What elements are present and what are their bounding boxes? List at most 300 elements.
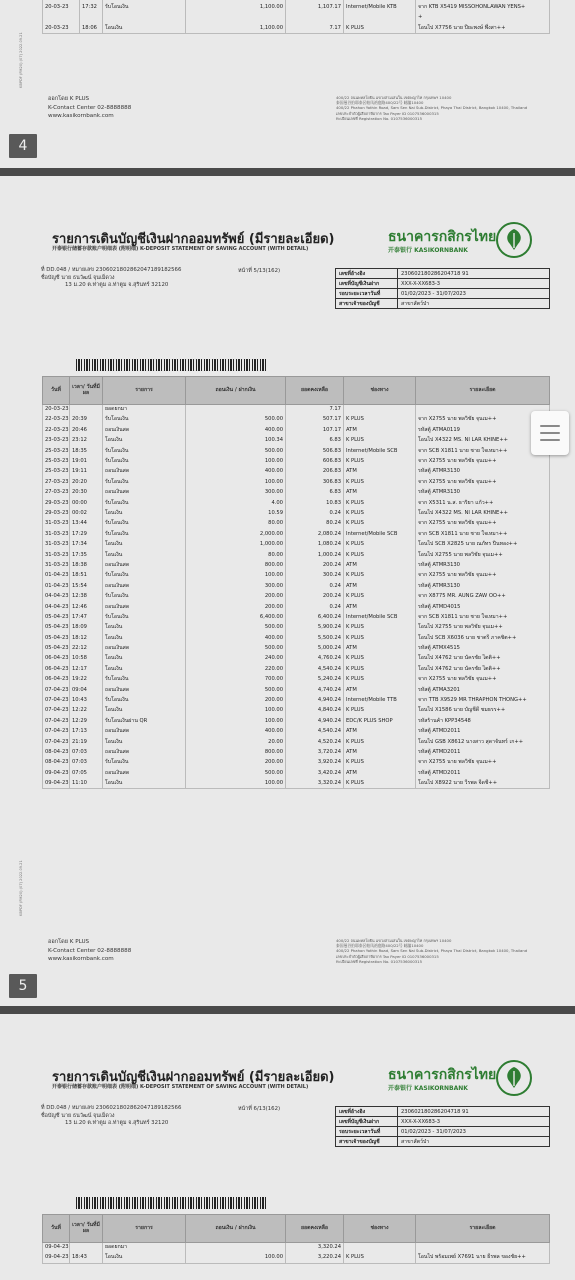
cell-bal: 506.83 xyxy=(286,446,344,456)
column-header: ถอนเงิน / ฝากเงิน xyxy=(186,377,286,405)
cell-d: 07-04-23 xyxy=(43,737,70,747)
cell-desc: รับโอนเงิน xyxy=(103,529,186,539)
table-row xyxy=(43,1243,550,1253)
table-row xyxy=(43,540,550,550)
cell-amt: 500.00 xyxy=(186,768,286,778)
cell-ch: Internet/Mobile SCB xyxy=(344,446,416,456)
cell-bal: 200.24 xyxy=(286,560,344,570)
cell-ch: K PLUS xyxy=(344,1253,416,1263)
cell-ch: ATM xyxy=(344,467,416,477)
cell-amt: 500.00 xyxy=(186,415,286,425)
column-header: ช่องทาง xyxy=(344,1215,416,1243)
cell-desc: รับโอนเงิน xyxy=(103,758,186,768)
transaction-table xyxy=(42,376,550,789)
table-row xyxy=(43,654,550,664)
cell-bal: 10.83 xyxy=(286,498,344,508)
table-row xyxy=(43,747,550,757)
page-number-badge: 4 xyxy=(9,134,37,158)
cell-det: จาก X2755 นาย พลวิชัย จุนเม++ xyxy=(416,519,550,529)
cell-det: โอนไป X4322 MS. NI LAR KHINE++ xyxy=(416,508,550,518)
cell-t: 17:32 xyxy=(80,2,103,12)
cell-amt xyxy=(186,1243,286,1253)
cell-d: 31-03-23 xyxy=(43,540,70,550)
cell-t: 17:47 xyxy=(70,612,103,622)
cell-desc: รับโอนเงิน xyxy=(103,571,186,581)
cell-ch: K PLUS xyxy=(344,633,416,643)
cell-desc: ถอนเงินสด xyxy=(103,425,186,435)
cell-bal: 1,107.17 xyxy=(286,2,344,12)
cell-t: 18:51 xyxy=(70,571,103,581)
cell-amt: 400.00 xyxy=(186,633,286,643)
cell-det: โอนไป X2755 นาย พลวิชัย จุนเม++ xyxy=(416,623,550,633)
cell-det: โอนไป X4762 นาย นัครชัย ไตติ++ xyxy=(416,664,550,674)
cell-desc: โอนเงิน xyxy=(103,633,186,643)
cell-amt: 240.00 xyxy=(186,654,286,664)
cell-t: 07:03 xyxy=(70,747,103,757)
cell-d: 22-03-23 xyxy=(43,415,70,425)
document-code: KBPDF (FM20) (07) 2022.09.21 xyxy=(19,32,23,88)
cell-desc: ถอนเงินสด xyxy=(103,747,186,757)
bank-name-en: 开泰银行 KASIKORNBANK xyxy=(388,247,468,254)
cell-d: 09-04-23 xyxy=(43,768,70,778)
cell-det: รหัสตู้ ATMR3130 xyxy=(416,560,550,570)
cell-desc: รับโอนเงิน xyxy=(103,592,186,602)
cell-d: 05-04-23 xyxy=(43,623,70,633)
cell-bal: 1,080.24 xyxy=(286,540,344,550)
statement-title: รายการเดินบัญชีเงินฝากออมทรัพย์ (มีรายละเอียด) xyxy=(52,232,335,247)
cell-amt: 100.00 xyxy=(186,477,286,487)
website-link[interactable]: www.kasikornbank.com xyxy=(48,113,114,119)
cell-det: จาก SCB X1811 นาย ชาย ใจเหมา++ xyxy=(416,612,550,622)
cell-bal: 3,320.24 xyxy=(286,1243,344,1253)
table-row xyxy=(43,727,550,737)
cell-d: 01-04-23 xyxy=(43,581,70,591)
cell-det xyxy=(416,405,550,415)
cell-ch: K PLUS xyxy=(344,477,416,487)
cell-t xyxy=(80,13,103,23)
cell-t: 10:43 xyxy=(70,695,103,705)
cell-amt xyxy=(186,405,286,415)
account-address: 13 ม.20 ต.ท่าตูม อ.ท่าตูม จ.สุรินทร์ 32120 xyxy=(65,282,169,288)
table-row xyxy=(43,633,550,643)
cell-desc: โอนเงิน xyxy=(103,779,186,789)
table-row xyxy=(43,716,550,726)
cell-desc: รับโอนเงิน xyxy=(103,695,186,705)
cell-det: รหัสตู้ ATMR3130 xyxy=(416,488,550,498)
cell-t: 18:38 xyxy=(70,560,103,570)
cell-ch: K PLUS xyxy=(344,519,416,529)
cell-d: 27-03-23 xyxy=(43,488,70,498)
cell-amt: 6,400.00 xyxy=(186,612,286,622)
cell-amt: 100.34 xyxy=(186,436,286,446)
table-row xyxy=(43,498,550,508)
cell-bal: 306.83 xyxy=(286,477,344,487)
cell-d: 20-03-23 xyxy=(43,405,70,415)
cell-det: โอนไป พร้อมเพย์ X7691 นาย ธีรพล ของชัย++ xyxy=(416,1253,550,1263)
cell-desc: ถอนเงินสด xyxy=(103,488,186,498)
cell-d: 09-04-23 xyxy=(43,1253,70,1263)
cell-t xyxy=(70,1243,103,1253)
cell-bal: 4,540.24 xyxy=(286,727,344,737)
cell-desc: รับโอนเงิน xyxy=(103,2,186,12)
cell-d: 09-04-23 xyxy=(43,1243,70,1253)
cell-bal: 3,720.24 xyxy=(286,747,344,757)
cell-det: รหัสตู้ ATMD2011 xyxy=(416,768,550,778)
transaction-table xyxy=(42,1214,550,1264)
cell-det: จาก X2755 นาย พลวิชัย จุนเม++ xyxy=(416,758,550,768)
cell-amt: 220.00 xyxy=(186,664,286,674)
cell-desc: รับโอนเงิน xyxy=(103,415,186,425)
cell-det: จาก X5311 น.ส. ธาริยา แก้ว++ xyxy=(416,498,550,508)
cell-desc: รับโอนเงิน xyxy=(103,456,186,466)
cell-amt: 500.00 xyxy=(186,643,286,653)
cell-amt: 400.00 xyxy=(186,425,286,435)
cell-ch: K PLUS xyxy=(344,758,416,768)
cell-bal: 6,400.24 xyxy=(286,612,344,622)
cell-bal: 206.83 xyxy=(286,467,344,477)
cell-det: รหัสตู้ ATMA3201 xyxy=(416,685,550,695)
cell-bal: 300.24 xyxy=(286,571,344,581)
table-row xyxy=(43,560,550,570)
cell-d: 07-04-23 xyxy=(43,695,70,705)
cell-d: 06-04-23 xyxy=(43,664,70,674)
cell-ch: ATM xyxy=(344,602,416,612)
cell-t: 12:22 xyxy=(70,706,103,716)
statement-subtitle: 开泰银行储蓄存款账户明细表 (附明细) K-DEPOSIT STATEMENT OF SAVING ACCOUNT (WITH DETAIL) xyxy=(52,1084,309,1090)
cell-t: 20:46 xyxy=(70,425,103,435)
cell-ch: Internet/Mobile SCB xyxy=(344,529,416,539)
cell-amt: 300.00 xyxy=(186,581,286,591)
cell-desc: ถอนเงินสด xyxy=(103,602,186,612)
cell-det: โอนไป X4322 MS. NI LAR KHINE++ xyxy=(416,436,550,446)
cell-det: จาก X2755 นาย พลวิชัย จุนเม++ xyxy=(416,477,550,487)
cell-det: รหัสตู้ ATMA0119 xyxy=(416,425,550,435)
cell-ch: K PLUS xyxy=(344,550,416,560)
cell-det: รหัสตู้ ATMR3130 xyxy=(416,467,550,477)
table-row xyxy=(43,508,550,518)
cell-bal: 5,000.24 xyxy=(286,643,344,653)
table-row xyxy=(43,446,550,456)
cell-t: 22:12 xyxy=(70,643,103,653)
cell-d: 07-04-23 xyxy=(43,706,70,716)
cell-desc: รับโอนเงิน xyxy=(103,612,186,622)
cell-bal: 4,540.24 xyxy=(286,664,344,674)
cell-det: รหัสร้านค้า KPP34548 xyxy=(416,716,550,726)
column-header: รายละเอียด xyxy=(416,377,550,405)
cell-desc: โอนเงิน xyxy=(103,508,186,518)
cell-ch: Internet/Mobile KTB xyxy=(344,2,416,12)
cell-amt: 200.00 xyxy=(186,758,286,768)
cell-bal: 3,220.24 xyxy=(286,1253,344,1263)
account-info-table: เลขที่อ้างอิง 230602180286204718 91 เลขที่บัญชีเงินฝาก XXX-X-XX683-3 รอบระยะเวลาวันที่ 01/02/2023 - 31/07/2023 สาขาเจ้าของบัญชี สาขาสัตว์ป่า xyxy=(335,1106,550,1147)
doc-number: ที่ DD.048 / หมายเลข 2306021802862047189182566 xyxy=(41,267,182,273)
cell-t: 12:29 xyxy=(70,716,103,726)
cell-det: จาก KTB X5419 MISSOHONLAWAN YENS+ xyxy=(416,2,550,12)
cell-bal: 4,740.24 xyxy=(286,685,344,695)
table-row xyxy=(43,1253,550,1263)
table-row xyxy=(43,467,550,477)
cell-det: โอนไป X2755 นาย พลวิชัย จุนเม++ xyxy=(416,550,550,560)
cell-bal: 5,240.24 xyxy=(286,675,344,685)
table-row xyxy=(43,13,550,23)
column-header: ยอดคงเหลือ xyxy=(286,377,344,405)
cell-ch: Internet/Mobile TTB xyxy=(344,695,416,705)
table-row xyxy=(43,664,550,674)
cell-bal: 606.83 xyxy=(286,456,344,466)
cell-d: 31-03-23 xyxy=(43,560,70,570)
table-row xyxy=(43,768,550,778)
bank-address: 400/22 ถนนพหลโยธิน แขวงสามเสนใน เขตพญาไท กรุงเทพฯ 10400 泰国曼谷拍耶泰区帕凤裕庭路400/22号 邮编10400 400/22 Phahon Yothin Road, Sam Sen Nai Sub-District, Phaya Thai District, Bangkok 10400, Thailand เลขประจำตัวผู้เสียภาษีอากร Tax Payer ID 0107536000315 ทะเบียนเลขที่ Registration No. 0107536000315 xyxy=(336,938,528,964)
cell-t: 18:09 xyxy=(70,623,103,633)
table-row xyxy=(43,23,550,33)
cell-bal: 7.17 xyxy=(286,23,344,33)
document-code: KBPDF (FM20) (07) 2022.09.21 xyxy=(19,860,23,916)
column-header: รายการ xyxy=(103,377,186,405)
cell-bal: 0.24 xyxy=(286,508,344,518)
cell-det: จาก X2755 นาย พลวิชัย จุนเม++ xyxy=(416,675,550,685)
cell-bal: 200.24 xyxy=(286,592,344,602)
cell-t: 23:12 xyxy=(70,436,103,446)
table-row xyxy=(43,643,550,653)
issued-by: ออกโดย K PLUS xyxy=(48,96,90,102)
cell-det: โอนไป SCB X2825 นาย ณภัทร ปิ่นทอง++ xyxy=(416,540,550,550)
hamburger-icon xyxy=(540,425,560,427)
cell-t: 11:10 xyxy=(70,779,103,789)
kasikorn-logo-icon xyxy=(496,1060,532,1096)
cell-ch: K PLUS xyxy=(344,592,416,602)
cell-desc: โอนเงิน xyxy=(103,623,186,633)
kasikorn-logo-icon xyxy=(496,222,532,258)
cell-det: + xyxy=(416,13,550,23)
cell-t: 00:02 xyxy=(70,508,103,518)
cell-amt: 500.00 xyxy=(186,623,286,633)
barcode xyxy=(76,359,266,371)
cell-det: โอนไป X1586 นาย บัญชีดี ชมธรร++ xyxy=(416,706,550,716)
cell-t: 19:22 xyxy=(70,675,103,685)
floating-menu-button[interactable] xyxy=(531,411,569,455)
cell-t: 20:39 xyxy=(70,415,103,425)
cell-ch: ATM xyxy=(344,768,416,778)
cell-ch: K PLUS xyxy=(344,664,416,674)
cell-bal: 507.17 xyxy=(286,415,344,425)
cell-det: จาก X8775 MR. AUNG ZAW OO++ xyxy=(416,592,550,602)
cell-desc: ถอนเงินสด xyxy=(103,560,186,570)
cell-d: 07-04-23 xyxy=(43,685,70,695)
table-row xyxy=(43,779,550,789)
cell-bal: 3,320.24 xyxy=(286,779,344,789)
table-row xyxy=(43,436,550,446)
cell-ch: K PLUS xyxy=(344,456,416,466)
cell-ch: ATM xyxy=(344,560,416,570)
cell-amt: 4.00 xyxy=(186,498,286,508)
cell-ch: ATM xyxy=(344,727,416,737)
table-row xyxy=(43,581,550,591)
cell-ch: K PLUS xyxy=(344,540,416,550)
cell-t: 10:58 xyxy=(70,654,103,664)
cell-desc: โอนเงิน xyxy=(103,550,186,560)
cell-d: 20-03-23 xyxy=(43,2,80,12)
cell-t: 19:11 xyxy=(70,467,103,477)
cell-d: 23-03-23 xyxy=(43,436,70,446)
cell-desc: รับโอนเงิน xyxy=(103,519,186,529)
cell-ch: Internet/Mobile SCB xyxy=(344,612,416,622)
page-indicator: หน้าที่ 6/13(162) xyxy=(238,1106,281,1112)
cell-bal: 3,920.24 xyxy=(286,758,344,768)
account-meta: ที่ DD.048 / หมายเลข 2306021802862047189182566 ชื่อบัญชี นาย ธนวัฒน์ จุนเม็ดวง 13 ม.20 ต.ท่าตูม อ.ท่าตูม จ.สุรินทร์ 32120 xyxy=(41,1105,182,1126)
table-row xyxy=(43,685,550,695)
cell-det: รหัสตู้ ATMR3130 xyxy=(416,581,550,591)
cell-ch: K PLUS xyxy=(344,737,416,747)
cell-desc: รับโอนเงิน xyxy=(103,675,186,685)
column-header: รายการ xyxy=(103,1215,186,1243)
table-row xyxy=(43,695,550,705)
table-row xyxy=(43,2,550,12)
cell-t: 13:44 xyxy=(70,519,103,529)
bank-name-en: 开泰银行 KASIKORNBANK xyxy=(388,1085,468,1092)
cell-t: 17:13 xyxy=(70,727,103,737)
cell-desc: รับโอนเงิน xyxy=(103,477,186,487)
cell-amt: 20.00 xyxy=(186,737,286,747)
cell-bal: 0.24 xyxy=(286,602,344,612)
cell-ch: EDC/K PLUS SHOP xyxy=(344,716,416,726)
table-row xyxy=(43,529,550,539)
table-row xyxy=(43,519,550,529)
cell-t: 15:54 xyxy=(70,581,103,591)
cell-ch: K PLUS xyxy=(344,508,416,518)
table-row xyxy=(43,488,550,498)
cell-d: 25-03-23 xyxy=(43,467,70,477)
cell-bal: 3,420.24 xyxy=(286,768,344,778)
cell-ch: K PLUS xyxy=(344,571,416,581)
cell-desc: รับโอนเงินผ่าน QR xyxy=(103,716,186,726)
cell-d: 25-03-23 xyxy=(43,446,70,456)
cell-d: 04-04-23 xyxy=(43,592,70,602)
table-row xyxy=(43,415,550,425)
cell-d: 29-03-23 xyxy=(43,498,70,508)
cell-d: 31-03-23 xyxy=(43,529,70,539)
cell-amt: 800.00 xyxy=(186,560,286,570)
table-row xyxy=(43,425,550,435)
cell-d: 08-04-23 xyxy=(43,758,70,768)
cell-bal: 1,000.24 xyxy=(286,550,344,560)
cell-t xyxy=(70,405,103,415)
cell-bal: 4,760.24 xyxy=(286,654,344,664)
cell-amt: 700.00 xyxy=(186,675,286,685)
cell-amt xyxy=(186,13,286,23)
cell-d: 27-03-23 xyxy=(43,477,70,487)
cell-t: 21:19 xyxy=(70,737,103,747)
cell-det: จาก TTB X9529 MR THRAPHON THONG++ xyxy=(416,695,550,705)
cell-det: จาก X2755 นาย พลวิชัย จุนเม++ xyxy=(416,456,550,466)
cell-t: 00:00 xyxy=(70,498,103,508)
cell-d: 05-04-23 xyxy=(43,643,70,653)
column-header: รายละเอียด xyxy=(416,1215,550,1243)
cell-desc: ยอดยกมา xyxy=(103,405,186,415)
cell-bal: 4,840.24 xyxy=(286,706,344,716)
cell-ch: ATM xyxy=(344,425,416,435)
cell-amt: 100.00 xyxy=(186,779,286,789)
cell-d: 06-04-23 xyxy=(43,675,70,685)
cell-ch xyxy=(344,1243,416,1253)
cell-amt: 200.00 xyxy=(186,695,286,705)
cell-d: 25-03-23 xyxy=(43,456,70,466)
bank-name-thai: ธนาคารกสิกรไทย xyxy=(388,1067,497,1083)
cell-desc: รับโอนเงิน xyxy=(103,446,186,456)
cell-d: 04-04-23 xyxy=(43,602,70,612)
column-header: ช่องทาง xyxy=(344,377,416,405)
cell-bal: 7.17 xyxy=(286,405,344,415)
cell-desc: โอนเงิน xyxy=(103,436,186,446)
cell-desc: โอนเงิน xyxy=(103,737,186,747)
cell-ch: ATM xyxy=(344,581,416,591)
cell-det: รหัสตู้ ATMD2011 xyxy=(416,727,550,737)
statement-subtitle: 开泰银行储蓄存款账户明细表 (附明细) K-DEPOSIT STATEMENT OF SAVING ACCOUNT (WITH DETAIL) xyxy=(52,246,309,252)
cell-d: 07-04-23 xyxy=(43,716,70,726)
cell-d: 22-03-23 xyxy=(43,425,70,435)
cell-amt: 200.00 xyxy=(186,602,286,612)
table-row xyxy=(43,602,550,612)
statement-page-5 xyxy=(0,176,575,1006)
cell-ch: K PLUS xyxy=(344,675,416,685)
cell-bal: 80.24 xyxy=(286,519,344,529)
transaction-table xyxy=(42,0,550,34)
cell-bal: 4,940.24 xyxy=(286,716,344,726)
cell-det: โอนไป GSB X8612 นางสาว สุดาจันทร์ เก++ xyxy=(416,737,550,747)
cell-desc: โอนเงิน xyxy=(103,23,186,33)
table-row xyxy=(43,456,550,466)
statement-title: รายการเดินบัญชีเงินฝากออมทรัพย์ (มีรายละเอียด) xyxy=(52,1070,335,1085)
cell-amt: 400.00 xyxy=(186,727,286,737)
cell-bal: 4,520.24 xyxy=(286,737,344,747)
website-link[interactable]: www.kasikornbank.com xyxy=(48,956,114,962)
cell-det: จาก SCB X1811 นาย ชาย ใจเหมา++ xyxy=(416,446,550,456)
cell-t: 18:12 xyxy=(70,633,103,643)
cell-d: 29-03-23 xyxy=(43,508,70,518)
cell-amt: 100.00 xyxy=(186,1253,286,1263)
column-header: ยอดคงเหลือ xyxy=(286,1215,344,1243)
cell-t: 07:03 xyxy=(70,758,103,768)
column-header: วันที่ xyxy=(43,1215,70,1243)
cell-det: รหัสตู้ ATMD2011 xyxy=(416,747,550,757)
cell-t: 17:29 xyxy=(70,529,103,539)
account-meta xyxy=(41,267,181,290)
cell-bal: 0.24 xyxy=(286,581,344,591)
cell-amt: 300.00 xyxy=(186,488,286,498)
cell-amt: 100.00 xyxy=(186,716,286,726)
cell-t: 12:46 xyxy=(70,602,103,612)
cell-amt: 100.00 xyxy=(186,706,286,716)
cell-t: 12:17 xyxy=(70,664,103,674)
cell-amt: 100.00 xyxy=(186,456,286,466)
cell-det: โอนไป X4762 นาย นัครชัย ไตติ++ xyxy=(416,654,550,664)
cell-amt: 400.00 xyxy=(186,467,286,477)
cell-amt: 80.00 xyxy=(186,550,286,560)
table-row xyxy=(43,592,550,602)
cell-bal: 4,940.24 xyxy=(286,695,344,705)
cell-desc: ถอนเงินสด xyxy=(103,768,186,778)
cell-bal: 107.17 xyxy=(286,425,344,435)
cell-d xyxy=(43,13,80,23)
column-header: เวลา/ วันที่มีผล xyxy=(70,1215,103,1243)
cell-t: 18:06 xyxy=(80,23,103,33)
cell-det xyxy=(416,1243,550,1253)
cell-desc: โอนเงิน xyxy=(103,654,186,664)
table-row xyxy=(43,612,550,622)
cell-d: 07-04-23 xyxy=(43,727,70,737)
cell-t: 18:43 xyxy=(70,1253,103,1263)
cell-ch: K PLUS xyxy=(344,779,416,789)
contact-center: K-Contact Center 02-8888888 xyxy=(48,104,132,111)
